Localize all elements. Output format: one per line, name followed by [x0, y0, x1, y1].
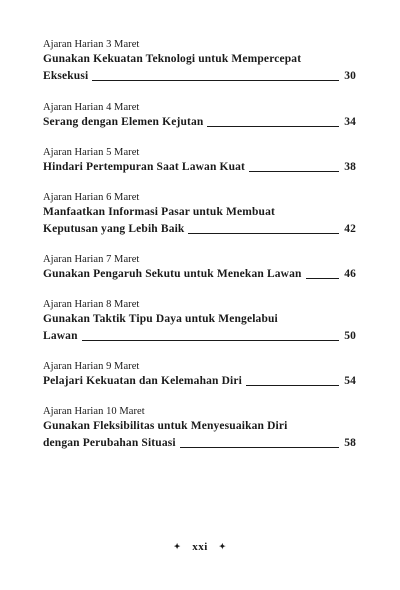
- entry-title-row: [43, 159, 356, 176]
- entry-title-line: Gunakan Fleksibilitas untuk Menyesuaikan Diri: [43, 420, 288, 432]
- entry-title-line: Gunakan Taktik Tipu Daya untuk Mengelabui: [43, 313, 278, 325]
- page-number: 58: [344, 437, 356, 449]
- entry-date: Ajaran Harian 5 Maret: [43, 147, 140, 158]
- toc-entry: [43, 38, 356, 85]
- entry-title-last-line: Lawan: [43, 330, 78, 342]
- leader-line: [249, 170, 339, 172]
- ornament-icon: ✦: [173, 542, 181, 551]
- toc-entry: [43, 101, 356, 131]
- entry-title-line: Gunakan Kekuatan Teknologi untuk Mempercepat: [43, 53, 302, 65]
- entry-title-row: [43, 221, 356, 238]
- page-number: 50: [344, 330, 356, 342]
- page-footer: [0, 541, 400, 553]
- page-number: 38: [344, 161, 356, 173]
- leader-line: [82, 339, 339, 341]
- entry-date: Ajaran Harian 4 Maret: [43, 102, 140, 113]
- entry-title-last-line: Eksekusi: [43, 70, 89, 82]
- entry-title-last-line: dengan Perubahan Situasi: [43, 437, 176, 449]
- leader-line: [188, 232, 339, 234]
- entry-title-line: Manfaatkan Informasi Pasar untuk Membuat: [43, 206, 275, 218]
- page-number: 30: [344, 70, 356, 82]
- entry-title-row: [43, 68, 356, 85]
- entry-title-row: [43, 328, 356, 345]
- ornament-icon: ✦: [219, 542, 227, 551]
- toc-entry: [43, 405, 356, 452]
- leader-line: [246, 384, 339, 386]
- entry-date: Ajaran Harian 9 Maret: [43, 361, 140, 372]
- entry-title-last-line: Pelajari Kekuatan dan Kelemahan Diri: [43, 375, 242, 387]
- entry-title-last-line: Gunakan Pengaruh Sekutu untuk Menekan Lawan: [43, 268, 302, 280]
- entry-date: Ajaran Harian 8 Maret: [43, 299, 140, 310]
- entry-title-last-line: Hindari Pertempuran Saat Lawan Kuat: [43, 161, 246, 173]
- page-number: 46: [344, 268, 356, 280]
- entry-title-row: [43, 435, 356, 452]
- leader-line: [180, 446, 339, 448]
- toc-entry: [43, 253, 356, 283]
- page-number: 54: [344, 375, 356, 387]
- toc-entry: [43, 146, 356, 176]
- entry-date: Ajaran Harian 6 Maret: [43, 192, 140, 203]
- toc-entry: [43, 360, 356, 390]
- page-number: 34: [344, 116, 356, 128]
- entry-date: Ajaran Harian 7 Maret: [43, 254, 140, 265]
- entry-title-last-line: Serang dengan Elemen Kejutan: [43, 116, 204, 128]
- roman-page-number: xxi: [192, 541, 208, 553]
- toc-entry: [43, 298, 356, 345]
- entry-title-row: [43, 266, 356, 283]
- entry-title-row: [43, 373, 356, 390]
- entry-title-row: [43, 114, 356, 131]
- entry-title-last-line: Keputusan yang Lebih Baik: [43, 223, 185, 235]
- leader-line: [92, 79, 339, 81]
- leader-line: [207, 125, 339, 127]
- toc-entry: [43, 191, 356, 238]
- page-number: 42: [344, 223, 356, 235]
- leader-line: [306, 277, 339, 279]
- entry-date: Ajaran Harian 3 Maret: [43, 39, 140, 50]
- entry-date: Ajaran Harian 10 Maret: [43, 406, 145, 417]
- table-of-contents: [43, 38, 356, 452]
